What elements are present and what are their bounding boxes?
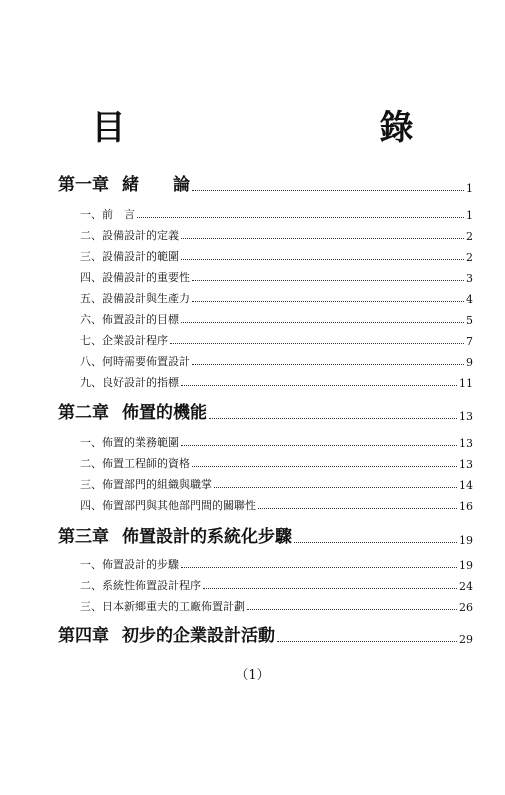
section-1-2[interactable] (80, 227, 473, 243)
chapter-4[interactable] (58, 621, 473, 646)
page-number: 13 (459, 458, 473, 471)
leader-dots (277, 641, 457, 642)
leader-dots (192, 280, 464, 281)
section-label: 二、系統性佈置設計程序 (80, 579, 201, 592)
section-label: 四、佈置部門與其他部門間的關聯性 (80, 499, 256, 512)
leader-dots (137, 217, 464, 218)
section-1-8[interactable] (80, 353, 473, 369)
page-number: 11 (459, 377, 473, 390)
section-label: 五、設備設計與生產力 (80, 292, 190, 305)
page-number: 29 (459, 633, 473, 646)
leader-dots (181, 259, 464, 260)
leader-dots (258, 508, 457, 509)
section-1-9[interactable] (80, 374, 473, 390)
page-number: 7 (466, 335, 473, 348)
section-label: 一、佈置的業務範圍 (80, 436, 179, 449)
chapter-title: 初步的企業設計活動 (122, 626, 275, 646)
page-number: 19 (459, 559, 473, 572)
leader-dots (214, 487, 457, 488)
chapter-number: 第二章 (58, 403, 109, 423)
section-1-7[interactable] (80, 332, 473, 348)
page-number: 14 (459, 479, 473, 492)
leader-dots (247, 609, 457, 610)
page-footer-number: （1） (235, 668, 270, 683)
section-1-3[interactable] (80, 248, 473, 264)
page-number: 2 (466, 251, 473, 264)
page-number: 26 (459, 601, 473, 614)
section-2-3[interactable] (80, 476, 473, 492)
page-number: 19 (459, 534, 473, 547)
section-3-3[interactable] (80, 598, 473, 614)
section-label: 一、佈置設計的步驟 (80, 558, 179, 571)
section-1-6[interactable] (80, 311, 473, 327)
page-number: 1 (466, 182, 473, 195)
leader-dots (192, 466, 457, 467)
section-1-5[interactable] (80, 290, 473, 306)
section-label: 六、佈置設計的目標 (80, 313, 179, 326)
section-3-1[interactable] (80, 556, 473, 572)
section-label: 八、何時需要佈置設計 (80, 355, 190, 368)
leader-dots (181, 567, 457, 568)
leader-dots (203, 588, 457, 589)
chapter-2[interactable] (58, 398, 473, 423)
section-2-4[interactable] (80, 497, 473, 513)
chapter-number: 第一章 (58, 175, 109, 195)
section-label: 三、日本新鄉重夫的工廠佈置計劃 (80, 600, 245, 613)
section-2-2[interactable] (80, 455, 473, 471)
leader-dots (181, 322, 464, 323)
page-number: 9 (466, 356, 473, 369)
leader-dots (170, 343, 464, 344)
section-label: 七、企業設計程序 (80, 334, 168, 347)
section-label: 九、良好設計的指標 (80, 376, 179, 389)
section-label: 二、佈置工程師的資格 (80, 457, 190, 470)
leader-dots (294, 542, 457, 543)
section-1-4[interactable] (80, 269, 473, 285)
section-2-1[interactable] (80, 434, 473, 450)
chapter-number: 第四章 (58, 626, 109, 646)
leader-dots (181, 445, 457, 446)
leader-dots (192, 190, 464, 191)
page-number: 13 (459, 410, 473, 423)
chapter-title: 緒 論 (122, 175, 190, 195)
leader-dots (192, 364, 464, 365)
chapter-number: 第三章 (58, 527, 109, 547)
section-1-1[interactable] (80, 206, 473, 222)
section-label: 二、設備設計的定義 (80, 229, 179, 242)
page-number: 16 (459, 500, 473, 513)
section-3-2[interactable] (80, 577, 473, 593)
leader-dots (192, 301, 464, 302)
chapter-3[interactable] (58, 522, 473, 547)
page-number: 24 (459, 580, 473, 593)
page-number: 2 (466, 230, 473, 243)
section-label: 三、設備設計的範圍 (80, 250, 179, 263)
page-number: 13 (459, 437, 473, 450)
leader-dots (181, 385, 457, 386)
section-label: 三、佈置部門的組織與職掌 (80, 478, 212, 491)
page-title: 目 錄 (91, 108, 476, 148)
page-number: 4 (466, 293, 473, 306)
page-number: 1 (466, 209, 473, 222)
section-label: 四、設備設計的重要性 (80, 271, 190, 284)
leader-dots (181, 238, 464, 239)
chapter-1[interactable] (58, 170, 473, 195)
chapter-title: 佈置設計的系統化步驟 (122, 527, 292, 547)
page-number: 3 (466, 272, 473, 285)
chapter-title: 佈置的機能 (122, 403, 207, 423)
section-label: 一、前 言 (80, 208, 135, 221)
page-number: 5 (466, 314, 473, 327)
leader-dots (209, 418, 457, 419)
